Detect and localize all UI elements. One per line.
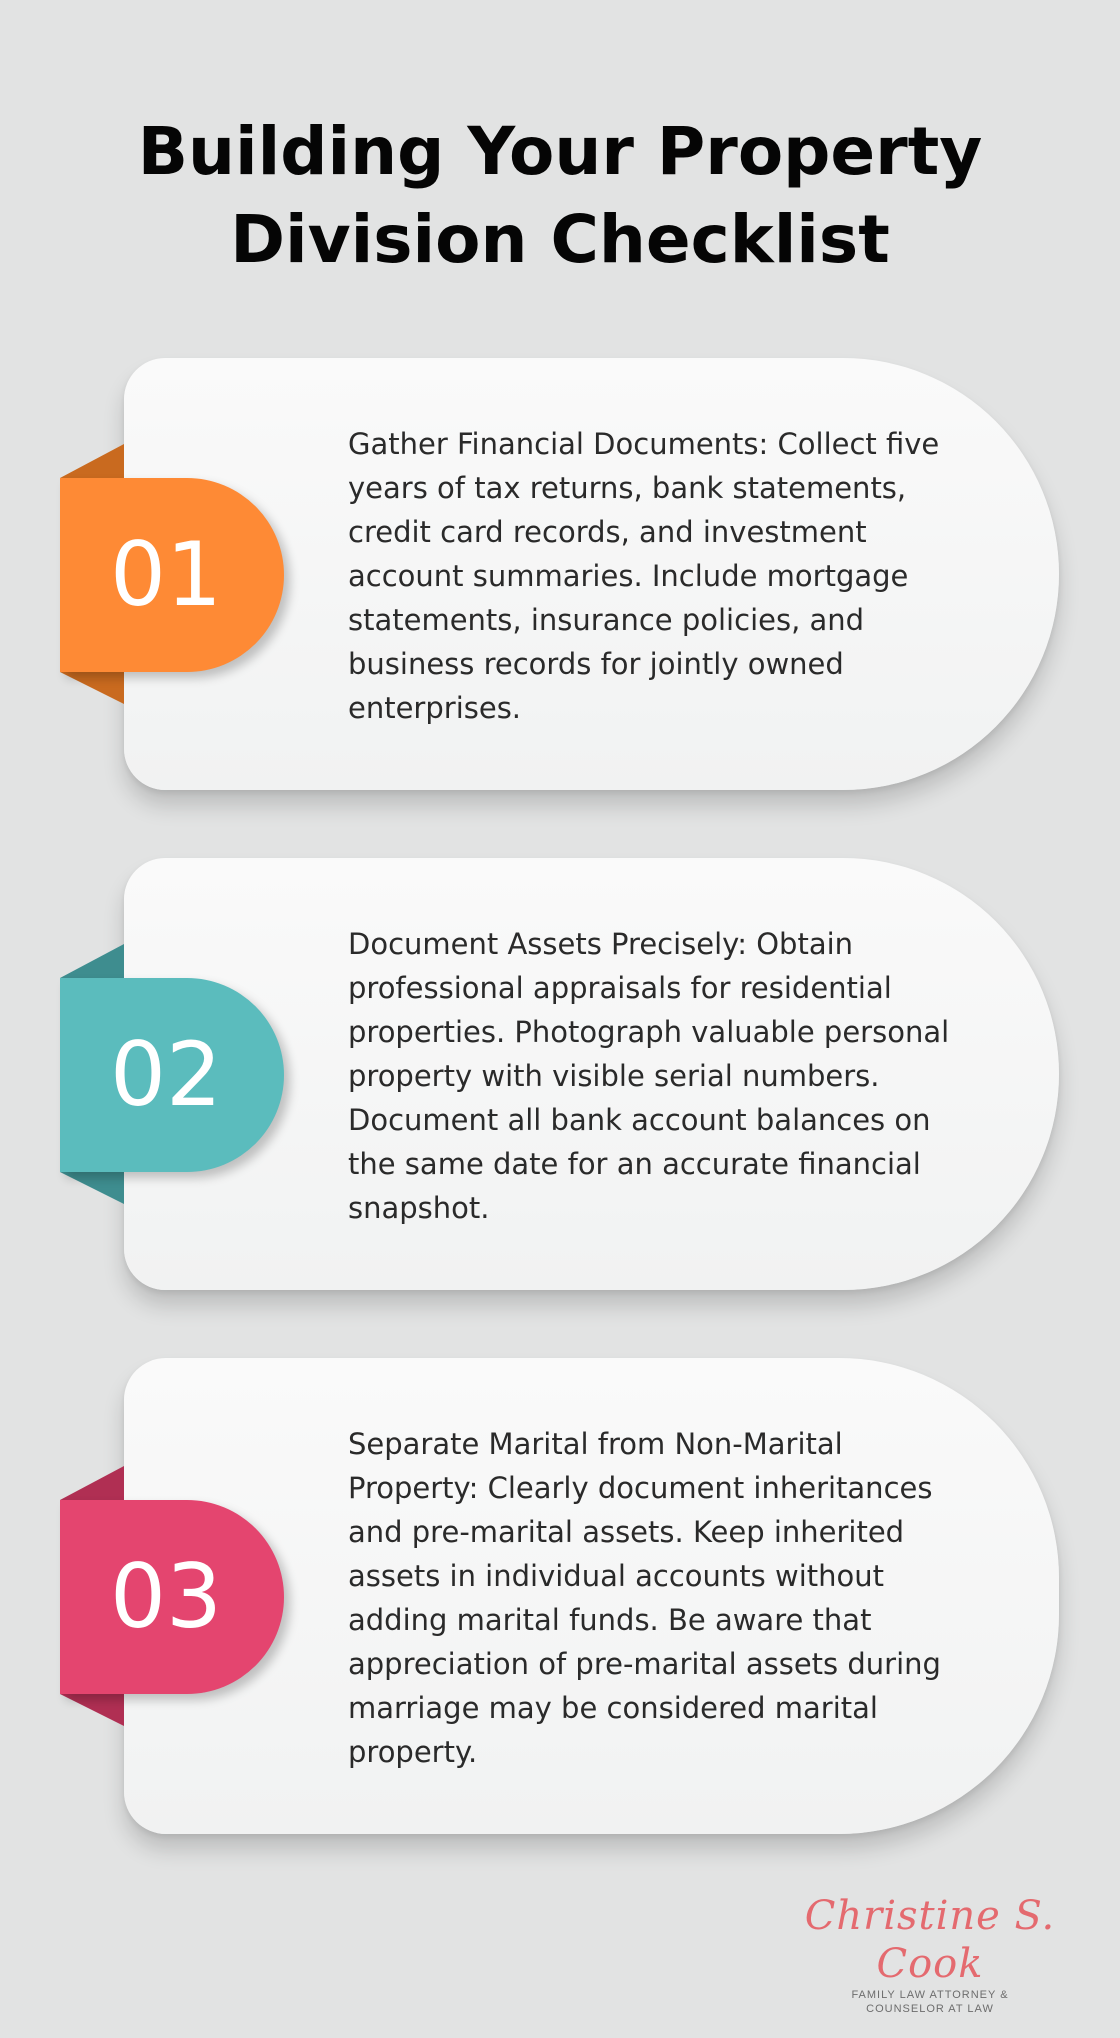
page-title: Building Your Property Division Checklist — [137, 113, 983, 278]
step-number-badge-2 — [60, 978, 284, 1172]
ribbon-fold-bottom-1 — [60, 672, 124, 704]
step-number-3: 03 — [110, 1545, 222, 1648]
step-description-3: Separate Marital from Non-Marital Property: Clearly document inheritances and pre-marital assets. Keep inherited assets in individual accounts without adding marital funds. Be aware that appreciation of pre-marital assets during marriage may be considered marital property. — [348, 1427, 941, 1769]
ribbon-fold-top-2 — [60, 944, 124, 978]
brand-logo-subtitle-2: COUNSELOR AT LAW — [866, 2003, 994, 2015]
ribbon-fold-bottom-3 — [60, 1694, 124, 1726]
step-number-badge-1 — [60, 478, 284, 672]
step-number-badge-3 — [60, 1500, 284, 1694]
step-number-2: 02 — [110, 1023, 222, 1126]
step-description-2: Document Assets Precisely: Obtain professional appraisals for residential properties. Photograph valuable personal property with visible serial numbers. Document all bank account balances on the same date for an accurate financial snapshot. — [348, 927, 950, 1225]
brand-logo-subtitle-1: FAMILY LAW ATTORNEY & — [851, 1989, 1009, 2001]
brand-logo-name: Christine S. Cook — [804, 1893, 1056, 1987]
step-number-1: 01 — [110, 523, 222, 626]
brand-logo — [780, 1892, 1080, 2016]
ribbon-fold-bottom-2 — [60, 1172, 124, 1204]
ribbon-fold-top-1 — [60, 444, 124, 478]
step-description-1: Gather Financial Documents: Collect five years of tax returns, bank statements, credit card records, and investment account summaries. Include mortgage statements, insurance policies, and business records for jointly owned enterprises. — [348, 427, 940, 725]
ribbon-fold-top-3 — [60, 1466, 124, 1500]
